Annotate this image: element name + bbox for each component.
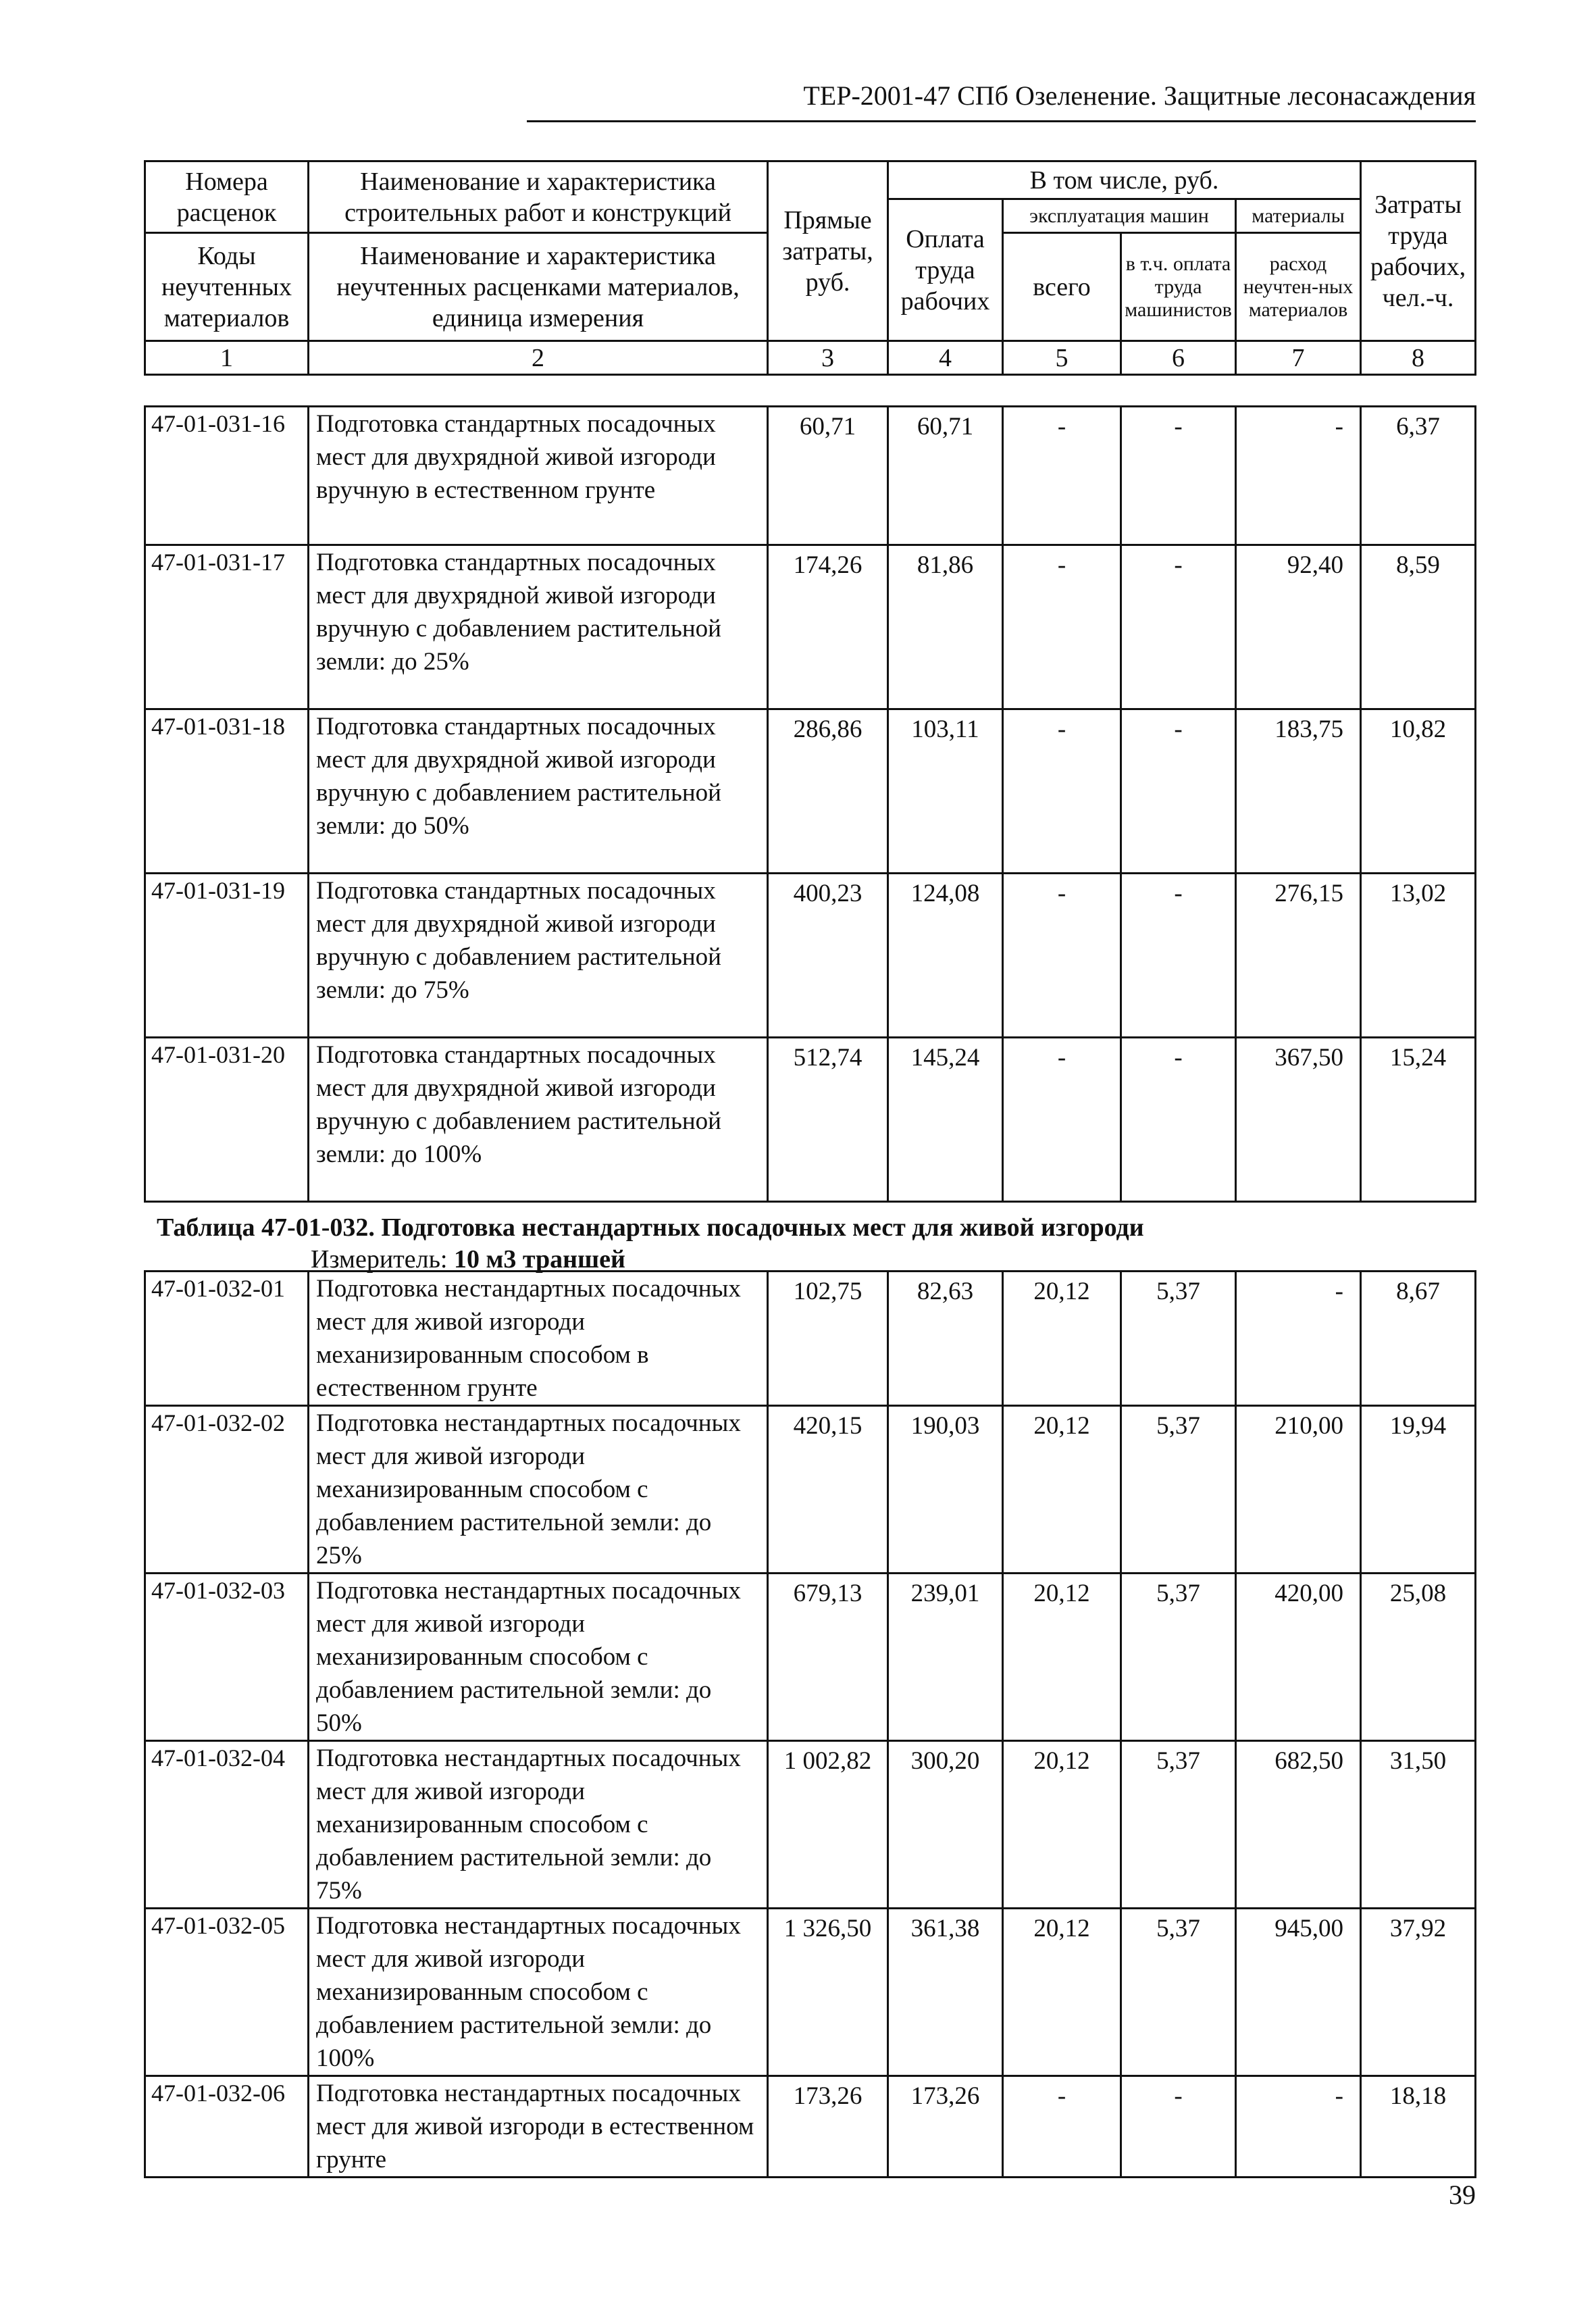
work-name: Подготовка нестандартных посадочных мест для живой изгороди механизированным способом с добавлением растительной земли: до 50% [309,1574,768,1741]
labor-hours: 8,67 [1361,1272,1476,1406]
col4-header: Оплата труда рабочих [888,199,1003,341]
machinist-labor-cost: 5,37 [1121,1406,1236,1574]
machine-cost: 20,12 [1003,1406,1121,1574]
material-cost: 945,00 [1236,1909,1361,2076]
page-number: 39 [1449,2180,1476,2210]
work-name: Подготовка стандартных посадочных мест для двухрядной живой изгороди вручную с добавлением растительной земли: до 100% [309,1038,768,1202]
col-number-2: 2 [309,341,768,375]
material-cost: 276,15 [1236,874,1361,1038]
col-number-3: 3 [768,341,888,375]
labor-hours: 13,02 [1361,874,1476,1038]
rate-code: 47-01-031-20 [145,1038,309,1202]
col1-header-bottom: Коды неучтенных материалов [145,233,309,341]
col8-header: Затраты труда рабочих, чел.-ч. [1361,161,1476,341]
machine-cost: - [1003,1038,1121,1202]
col1-header-top: Номера расценок [145,161,309,233]
table-row [145,874,1476,1038]
machinist-labor-cost: - [1121,2076,1236,2178]
work-name: Подготовка нестандартных посадочных мест для живой изгороди механизированным способом с добавлением растительной земли: до 75% [309,1741,768,1909]
labor-cost: 173,26 [888,2076,1003,2178]
col-number-7: 7 [1236,341,1361,375]
rate-code: 47-01-032-05 [145,1909,309,2076]
work-name: Подготовка нестандартных посадочных мест для живой изгороди механизированным способом в естественном грунте [309,1272,768,1406]
direct-cost: 400,23 [768,874,888,1038]
direct-cost: 1 002,82 [768,1741,888,1909]
material-cost: - [1236,2076,1361,2178]
col-number-8: 8 [1361,341,1476,375]
table-031 [144,405,1476,1203]
machinist-labor-cost: - [1121,545,1236,709]
header-rule [527,120,1476,122]
direct-cost: 286,86 [768,709,888,874]
material-cost: 420,00 [1236,1574,1361,1741]
machine-cost: - [1003,407,1121,545]
rate-code: 47-01-032-02 [145,1406,309,1574]
material-cost: 210,00 [1236,1406,1361,1574]
col-number-5: 5 [1003,341,1121,375]
labor-cost: 60,71 [888,407,1003,545]
work-name: Подготовка стандартных посадочных мест для двухрядной живой изгороди вручную с добавлением растительной земли: до 75% [309,874,768,1038]
rate-code: 47-01-032-06 [145,2076,309,2178]
col3-header: Прямые затраты, руб. [768,161,888,341]
machinist-labor-cost: - [1121,407,1236,545]
labor-hours: 6,37 [1361,407,1476,545]
table-row [145,545,1476,709]
measure-value: 10 м3 траншей [454,1245,625,1274]
direct-cost: 60,71 [768,407,888,545]
labor-hours: 25,08 [1361,1574,1476,1741]
machine-cost: - [1003,709,1121,874]
material-cost: - [1236,1272,1361,1406]
col-number-1: 1 [145,341,309,375]
machinist-labor-cost: 5,37 [1121,1741,1236,1909]
work-name: Подготовка стандартных посадочных мест для двухрядной живой изгороди вручную с добавлением растительной земли: до 50% [309,709,768,874]
page-header: ТЕР-2001-47 СПб Озеленение. Защитные лесонасаждения [803,80,1476,111]
work-name: Подготовка нестандартных посадочных мест для живой изгороди механизированным способом с добавлением растительной земли: до 100% [309,1909,768,2076]
table-row [145,1909,1476,2076]
work-name: Подготовка нестандартных посадочных мест для живой изгороди механизированным способом с добавлением растительной земли: до 25% [309,1406,768,1574]
direct-cost: 420,15 [768,1406,888,1574]
group-header: В том числе, руб. [888,161,1361,199]
material-cost: - [1236,407,1361,545]
col6-header: в т.ч. оплата труда машинистов [1121,233,1236,341]
col5-header: всего [1003,233,1121,341]
labor-cost: 82,63 [888,1272,1003,1406]
direct-cost: 102,75 [768,1272,888,1406]
direct-cost: 679,13 [768,1574,888,1741]
labor-hours: 31,50 [1361,1741,1476,1909]
machinist-labor-cost: 5,37 [1121,1909,1236,2076]
direct-cost: 173,26 [768,2076,888,2178]
machine-cost: 20,12 [1003,1574,1121,1741]
table-row [145,1038,1476,1202]
table-row [145,2076,1476,2178]
machinist-labor-cost: 5,37 [1121,1574,1236,1741]
labor-cost: 103,11 [888,709,1003,874]
work-name: Подготовка нестандартных посадочных мест для живой изгороди в естественном грунте [309,2076,768,2178]
work-name: Подготовка стандартных посадочных мест для двухрядной живой изгороди вручную с добавлением растительной земли: до 25% [309,545,768,709]
table-row [145,709,1476,874]
labor-cost: 190,03 [888,1406,1003,1574]
rate-code: 47-01-031-16 [145,407,309,545]
col2-header-top: Наименование и характеристика строительных работ и конструкций [309,161,768,233]
col-number-6: 6 [1121,341,1236,375]
labor-cost: 361,38 [888,1909,1003,2076]
machinist-labor-cost: - [1121,874,1236,1038]
direct-cost: 512,74 [768,1038,888,1202]
table-row [145,1574,1476,1741]
material-cost: 367,50 [1236,1038,1361,1202]
machines-header: эксплуатация машин [1003,199,1236,233]
direct-cost: 1 326,50 [768,1909,888,2076]
table-row [145,1272,1476,1406]
labor-hours: 8,59 [1361,545,1476,709]
labor-cost: 124,08 [888,874,1003,1038]
machinist-labor-cost: - [1121,1038,1236,1202]
table-caption: Таблица 47-01-032. Подготовка нестандартных посадочных мест для живой изгороди [157,1213,1144,1242]
labor-cost: 300,20 [888,1741,1003,1909]
machinist-labor-cost: - [1121,709,1236,874]
machine-cost: - [1003,2076,1121,2178]
labor-hours: 37,92 [1361,1909,1476,2076]
measure-label: Измеритель: [311,1245,448,1274]
rate-code: 47-01-032-03 [145,1574,309,1741]
labor-hours: 19,94 [1361,1406,1476,1574]
labor-hours: 10,82 [1361,709,1476,874]
rate-code: 47-01-031-17 [145,545,309,709]
rate-code: 47-01-031-18 [145,709,309,874]
labor-hours: 15,24 [1361,1038,1476,1202]
material-cost: 92,40 [1236,545,1361,709]
col-number-4: 4 [888,341,1003,375]
table-032 [144,1270,1476,2178]
rate-code: 47-01-032-04 [145,1741,309,1909]
material-cost: 183,75 [1236,709,1361,874]
materials-header: материалы [1236,199,1361,233]
machine-cost: 20,12 [1003,1272,1121,1406]
rate-code: 47-01-031-19 [145,874,309,1038]
labor-cost: 81,86 [888,545,1003,709]
table-row [145,407,1476,545]
machine-cost: 20,12 [1003,1741,1121,1909]
machine-cost: 20,12 [1003,1909,1121,2076]
machine-cost: - [1003,874,1121,1038]
labor-hours: 18,18 [1361,2076,1476,2178]
column-header-table [144,160,1476,376]
col2-header-bottom: Наименование и характеристика неучтенных расценками материалов, единица измерения [309,233,768,341]
material-cost: 682,50 [1236,1741,1361,1909]
table-row [145,1406,1476,1574]
machine-cost: - [1003,545,1121,709]
table-row [145,1741,1476,1909]
direct-cost: 174,26 [768,545,888,709]
labor-cost: 239,01 [888,1574,1003,1741]
machinist-labor-cost: 5,37 [1121,1272,1236,1406]
col7-header: расход неучтен-ных материалов [1236,233,1361,341]
work-name: Подготовка стандартных посадочных мест для двухрядной живой изгороди вручную в естественном грунте [309,407,768,545]
labor-cost: 145,24 [888,1038,1003,1202]
rate-code: 47-01-032-01 [145,1272,309,1406]
